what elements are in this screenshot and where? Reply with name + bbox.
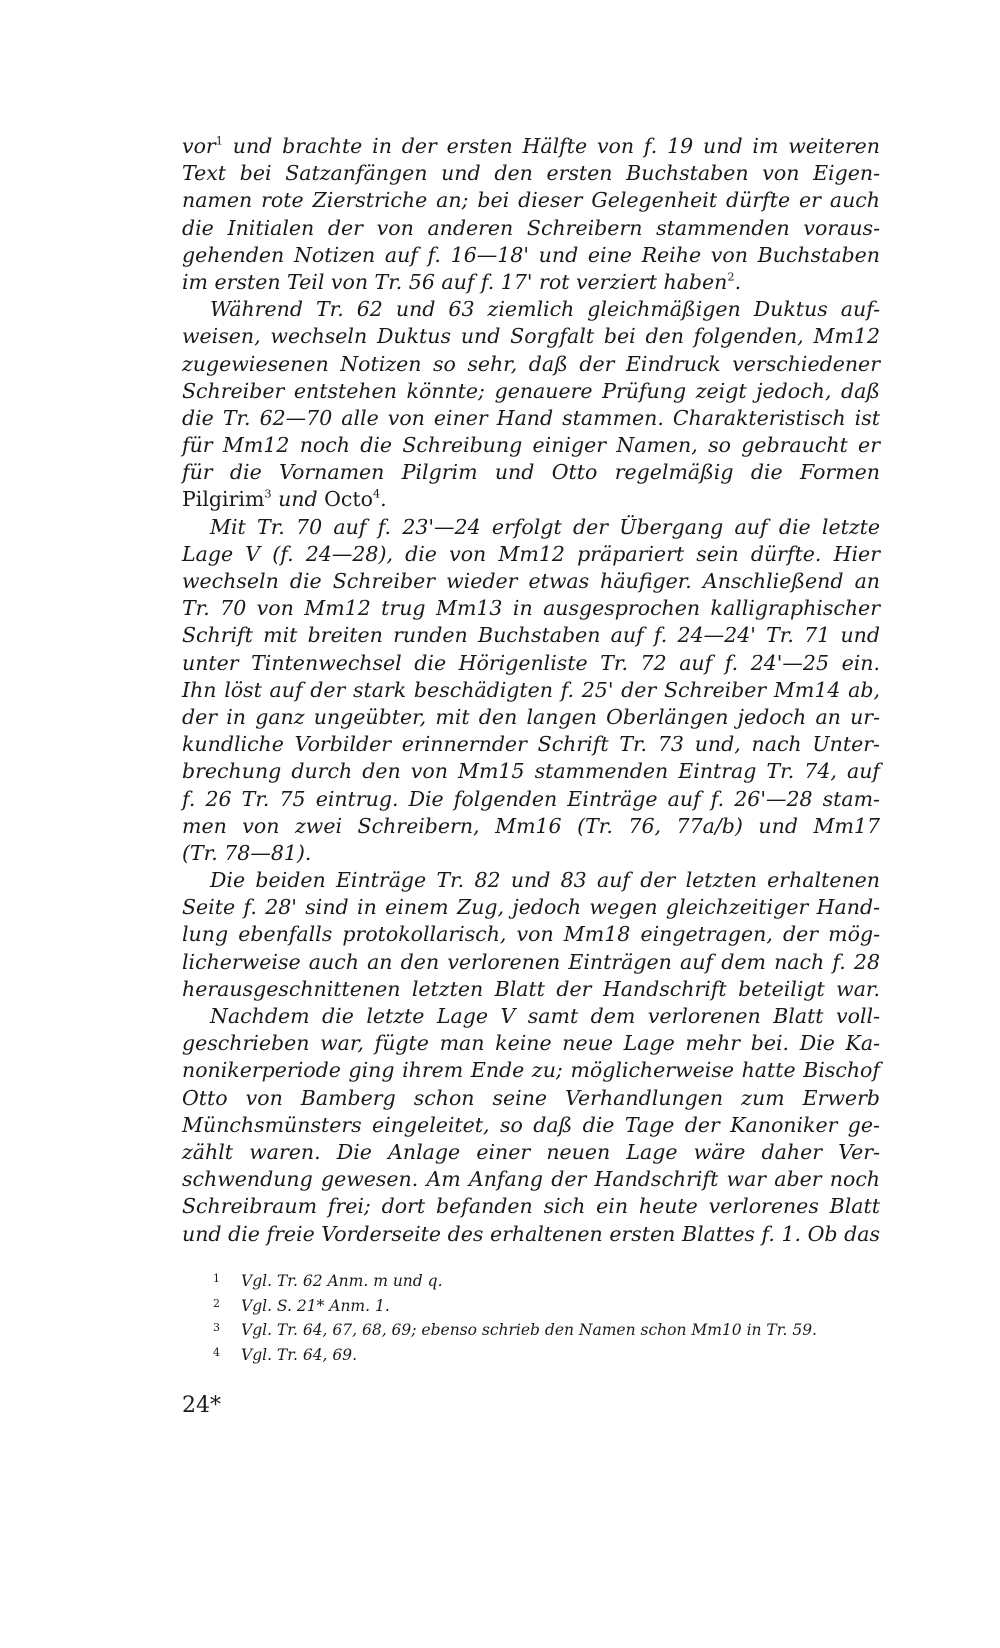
text-line: der in ganz ungeübter, mit den langen Oberlängen jedoch an ur- — [182, 704, 880, 729]
footnote-ref: 3 — [264, 487, 272, 501]
text-line: Text bei Satzanfängen und den ersten Buchstaben von Eigen- — [182, 161, 880, 186]
footnote-number: 3 — [213, 1321, 220, 1334]
footnote — [213, 1293, 893, 1318]
text-line: vor$^1$ und brachte in der ersten Hälfte von f. 19 und im weiteren — [182, 134, 880, 158]
text-line: (Tr. 78—81). — [182, 840, 312, 865]
text-line: im ersten Teil von Tr. 56 auf f. 17' rot verziert haben$^2$. — [182, 269, 742, 294]
footnote-ref: 1 — [215, 134, 223, 148]
footnote — [213, 1317, 893, 1342]
text-line: lung ebenfalls protokollarisch, von Mm18 eingetragen, der mög- — [182, 922, 880, 947]
text-line: wechseln die Schreiber wieder etwas häufiger. Anschließend an — [182, 569, 880, 593]
text-line: Schreibraum frei; dort befanden sich ein heute verlorenes Blatt — [182, 1194, 880, 1219]
text-line: Schreiber entstehen könnte; genauere Prüfung zeigt jedoch, daß — [182, 378, 880, 403]
text-line: Lage V (f. 24—28), die von Mm12 präpariert sein dürfte. Hier — [182, 541, 880, 566]
text-line: für Mm12 noch die Schreibung einiger Namen, so gebraucht er — [182, 433, 880, 458]
footnote-number: 4 — [213, 1345, 220, 1359]
text-line: gehenden Notizen auf f. 16—18' und eine Reihe von Buchstaben — [182, 242, 880, 267]
text-line: f. 26 Tr. 75 eintrug. Die folgenden Einträge auf f. 26'—28 stam- — [182, 786, 880, 811]
footnote-ref: 2 — [727, 270, 735, 284]
footnotes — [213, 1268, 893, 1366]
text-line: Schrift mit breiten runden Buchstaben auf f. 24—24' Tr. 71 und — [182, 623, 880, 648]
body-text — [182, 133, 880, 1248]
text-line: Ihn löst auf der stark beschädigten f. 25' der Schreiber Mm14 ab, — [182, 677, 880, 702]
text-line: Während Tr. 62 und 63 ziemlich gleichmäßigen Duktus auf- — [210, 297, 880, 322]
text-line: Seite f. 28' sind in einem Zug, jedoch wegen gleichzeitiger Hand- — [182, 895, 880, 920]
text-line: nonikerperiode ging ihrem Ende zu; möglicherweise hatte Bischof — [182, 1058, 880, 1083]
footnote — [213, 1342, 893, 1367]
text-line: herausgeschnittenen letzten Blatt der Handschrift beteiligt war. — [182, 976, 880, 1001]
text-line: weisen, wechseln Duktus und Sorgfalt bei den folgenden, Mm12 — [182, 324, 880, 349]
text-line: Münchsmünsters eingeleitet, so daß die Tage der Kanoniker ge- — [182, 1112, 880, 1137]
text-line: Nachdem die letzte Lage V samt dem verlorenen Blatt voll- — [210, 1004, 880, 1028]
text-line: Pilgirim$^3$ und Octo$^4$. — [182, 487, 387, 512]
footnote-text: Vgl. Tr. 64, 69. — [241, 1345, 358, 1364]
text-line: men von zwei Schreibern, Mm16 (Tr. 76, 77a/b) und Mm17 — [182, 813, 880, 838]
page-number: 24* — [182, 1393, 221, 1418]
text-line: geschrieben war, fügte man keine neue Lage mehr bei. Die Ka- — [182, 1031, 880, 1056]
text-line: Mit Tr. 70 auf f. 23'—24 erfolgt der Übergang auf die letzte — [210, 514, 880, 539]
text-line: die Tr. 62—70 alle von einer Hand stammen. Charakteristisch ist — [182, 405, 880, 430]
text-line: zählt waren. Die Anlage einer neuen Lage wäre daher Ver- — [182, 1139, 880, 1164]
text-line: brechung durch den von Mm15 stammenden Eintrag Tr. 74, auf — [182, 759, 880, 784]
footnote-text: Vgl. S. 21* Anm. 1. — [241, 1296, 390, 1315]
text-line: unter Tintenwechsel die Hörigenliste Tr. 72 auf f. 24'—25 ein. — [182, 650, 880, 675]
footnote-number: 2 — [213, 1296, 220, 1310]
text-line: licherweise auch an den verlorenen Einträgen auf dem nach f. 28 — [182, 949, 880, 974]
text-line: Tr. 70 von Mm12 trug Mm13 in ausgesprochen kalligraphischer — [182, 596, 880, 621]
footnote-text: Vgl. Tr. 62 Anm. m und q. — [241, 1272, 443, 1290]
text-line: kundliche Vorbilder erinnernder Schrift Tr. 73 und, nach Unter- — [182, 732, 880, 757]
footnote — [213, 1268, 893, 1293]
footnote-number: 1 — [213, 1272, 220, 1285]
text-line: und die freie Vorderseite des erhaltenen ersten Blattes f. 1. Ob das — [182, 1221, 880, 1246]
text-line: schwendung gewesen. Am Anfang der Handschrift war aber noch — [182, 1167, 880, 1192]
footnote-text: Vgl. Tr. 64, 67, 68, 69; ebenso schrieb den Namen schon Mm10 in Tr. 59. — [241, 1321, 817, 1339]
text-line: namen rote Zierstriche an; bei dieser Gelegenheit dürfte er auch — [182, 188, 880, 213]
text-line: zugewiesenen Notizen so sehr, daß der Eindruck verschiedener — [182, 351, 880, 376]
text-line: die Initialen der von anderen Schreibern stammenden voraus- — [182, 215, 880, 240]
footnote-ref: 4 — [373, 487, 381, 501]
text-line: Otto von Bamberg schon seine Verhandlungen zum Erwerb — [182, 1085, 880, 1110]
text-line: Die beiden Einträge Tr. 82 und 83 auf der letzten erhaltenen — [210, 868, 880, 893]
text-line: für die Vornamen Pilgrim und Otto regelmäßig die Formen — [182, 460, 880, 485]
